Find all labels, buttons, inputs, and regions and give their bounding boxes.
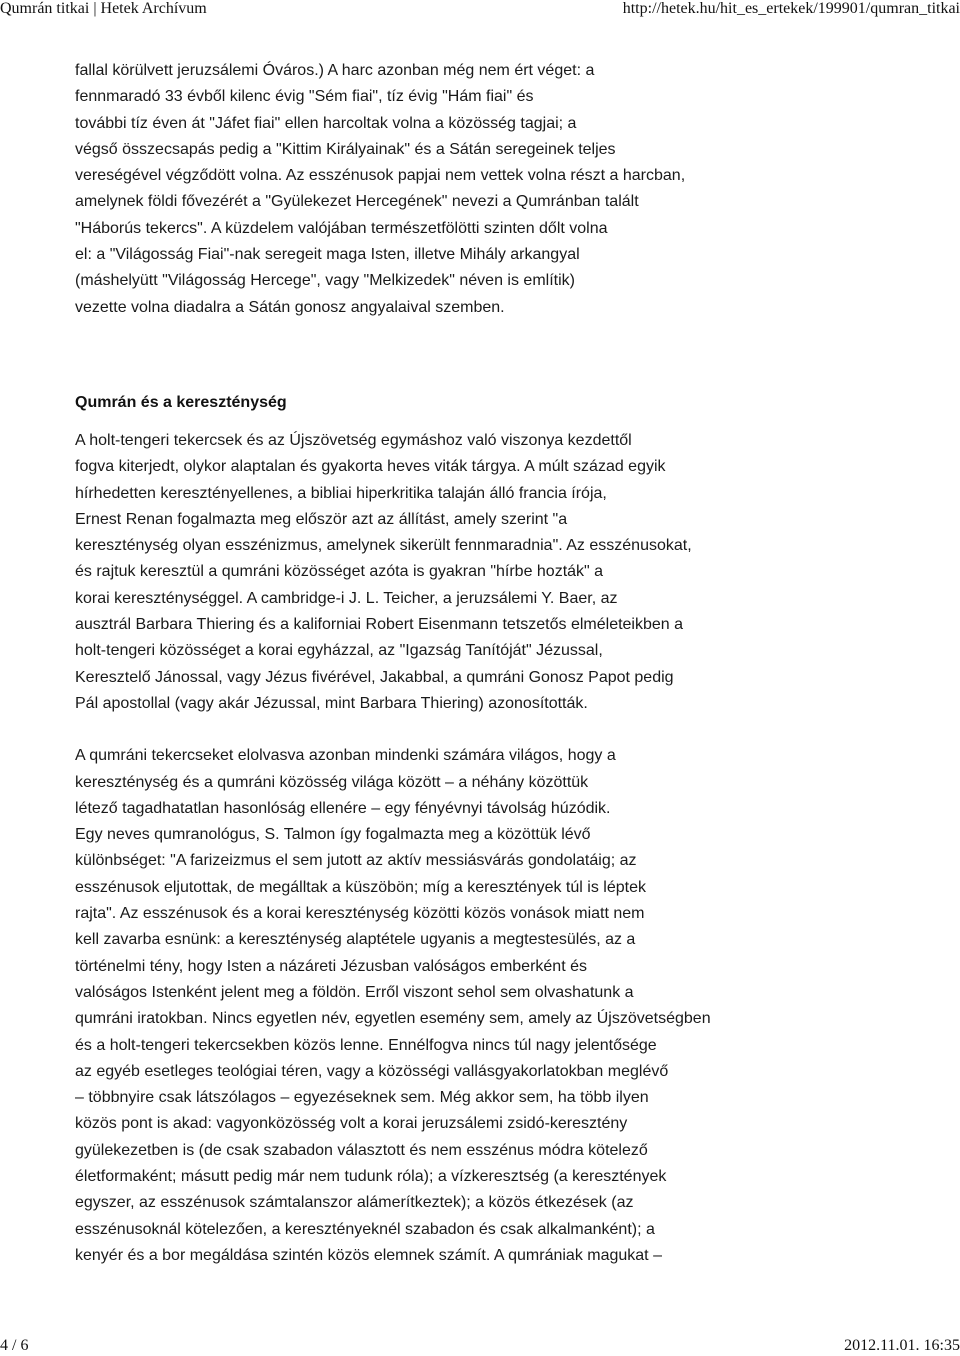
text-line: fennmaradó 33 évből kilenc évig "Sém fiai", tíz évig "Hám fiai" és xyxy=(75,88,534,106)
text-line: Pál apostollal (vagy akár Jézussal, mint Barbara Thiering) azonosították. xyxy=(75,694,588,712)
page-number: 4 / 6 xyxy=(0,1337,29,1354)
page-title: Qumrán titkai | Hetek Archívum xyxy=(0,0,207,17)
text-line: és rajtuk keresztül a qumráni közösséget azóta is gyakran "hírbe hozták" a xyxy=(75,563,604,581)
text-line: amelynek földi fővezérét a "Gyülekezet Hercegének" nevezi a Qumránban talált xyxy=(75,193,639,211)
text-line: további tíz éven át "Jáfet fiai" ellen harcoltak volna a közösség tagjai; a xyxy=(75,114,577,132)
text-line: esszénusoknál kötelezően, a keresztényeknél szabadon és csak alkalmanként); a xyxy=(75,1220,655,1238)
text-line: el: a "Világosság Fiai"-nak seregeit maga Isten, illetve Mihály arkangyal xyxy=(75,246,580,264)
text-line: – többnyire csak látszólagos – egyezéseknek sem. Még akkor sem, ha több ilyen xyxy=(75,1089,649,1107)
print-footer xyxy=(0,1337,960,1356)
text-line: kereszténység olyan esszénizmus, amelynek sikerült fennmaradnia". Az esszénusokat, xyxy=(75,537,692,555)
text-line: vereségével végződött volna. Az esszénusok papjai nem vettek volna részt a harcban, xyxy=(75,167,686,185)
text-line: az egyéb esetleges teológiai téren, vagy a közösségi vallásgyakorlatokban meglévő xyxy=(75,1062,669,1080)
text-line: esszénusok eljutottak, de megálltak a küszöbön; míg a keresztények túl is léptek xyxy=(75,878,646,896)
paragraph-1 xyxy=(75,58,945,321)
text-line: végső összecsapás pedig a "Kittim Királyainak" és a Sátán seregeinek teljes xyxy=(75,140,616,158)
text-line: ausztrál Barbara Thiering és a kaliforniai Robert Eisenmann tetszetős elméleteikben a xyxy=(75,616,684,634)
paragraph-2 xyxy=(75,428,945,717)
text-line: valóságos Istenként jelent meg a földön. Erről viszont sehol sem olvashatunk a xyxy=(75,983,634,1001)
text-line: rajta". Az esszénusok és a korai kereszténység közötti közös vonások miatt nem xyxy=(75,905,645,923)
text-line: Keresztelő Jánossal, vagy Jézus fivérével, Jakabbal, a qumráni Gonosz Papot pedig xyxy=(75,668,674,686)
text-line: "Háborús tekercs". A küzdelem valójában természetfölötti szinten dőlt volna xyxy=(75,219,608,237)
text-line: különbséget: "A farizeizmus el sem jutott az aktív messiásvárás gondolatáig; az xyxy=(75,852,637,870)
text-line: hírhedetten keresztényellenes, a bibliai hiperkritika talaján álló francia írója, xyxy=(75,484,607,502)
text-line: A qumráni tekercseket elolvasva azonban mindenki számára világos, hogy a xyxy=(75,747,616,765)
text-line: (máshelyütt "Világosság Hercege", vagy "Melkizedek" néven is említik) xyxy=(75,272,575,290)
text-line: életformaként; másutt pedig már nem tudunk róla); a vízkeresztség (a keresztények xyxy=(75,1167,667,1185)
text-line: vezette volna diadalra a Sátán gonosz angyalaival szemben. xyxy=(75,298,505,316)
text-line: kereszténység és a qumráni közösség világa között – a néhány közöttük xyxy=(75,773,589,791)
text-line: A holt-tengeri tekercsek és az Újszövetség egymáshoz való viszonya kezdettől xyxy=(75,431,632,449)
text-line: kell zavarba esnünk: a kereszténység alaptétele ugyanis a megtestesülés, az a xyxy=(75,931,636,949)
text-line: történelmi tény, hogy Isten a názáreti Jézusban valóságos emberként és xyxy=(75,957,587,975)
text-line: közös pont is akad: vagyonközösség volt a korai jeruzsálemi zsidó-keresztény xyxy=(75,1115,628,1133)
section-heading: Qumrán és a kereszténység xyxy=(75,393,287,411)
text-line: kenyér és a bor megáldása szintén közös elemnek számít. A qumrániak magukat – xyxy=(75,1246,662,1264)
paragraph-3 xyxy=(75,743,945,1269)
text-line: qumráni iratokban. Nincs egyetlen név, egyetlen esemény sem, amely az Újszövetségben xyxy=(75,1010,711,1028)
text-line: korai kereszténységgel. A cambridge-i J. L. Teicher, a jeruzsálemi Y. Baer, az xyxy=(75,589,618,607)
text-line: holt-tengeri közösséget a korai egyházzal, az "Igazság Tanítóját" Jézussal, xyxy=(75,642,603,660)
print-timestamp: 2012.11.01. 16:35 xyxy=(844,1337,960,1354)
print-header xyxy=(0,0,960,22)
page-url[interactable]: http://hetek.hu/hit_es_ertekek/199901/qumran_titkai xyxy=(622,0,960,17)
text-line: fallal körülvett jeruzsálemi Óváros.) A harc azonban még nem ért véget: a xyxy=(75,62,595,79)
text-line: Egy neves qumranológus, S. Talmon így fogalmazta meg a közöttük lévő xyxy=(75,826,591,844)
article-body xyxy=(75,58,945,1269)
text-line: Ernest Renan fogalmazta meg először azt az állítást, amely szerint "a xyxy=(75,510,568,528)
text-line: fogva kiterjedt, olykor alaptalan és gyakorta heves viták tárgya. A múlt század egyik xyxy=(75,458,666,476)
text-line: létező tagadhatatlan hasonlóság ellenére – egy fényévnyi távolság húzódik. xyxy=(75,799,611,817)
text-line: egyszer, az esszénusok számtalanszor alámerítkeztek); a közös étkezések (az xyxy=(75,1194,634,1212)
text-line: és a holt-tengeri tekercsekben közös lenne. Ennélfogva nincs túl nagy jelentősége xyxy=(75,1036,657,1054)
text-line: gyülekezetben is (de csak szabadon választott és nem esszénus módra kötelező xyxy=(75,1141,648,1159)
